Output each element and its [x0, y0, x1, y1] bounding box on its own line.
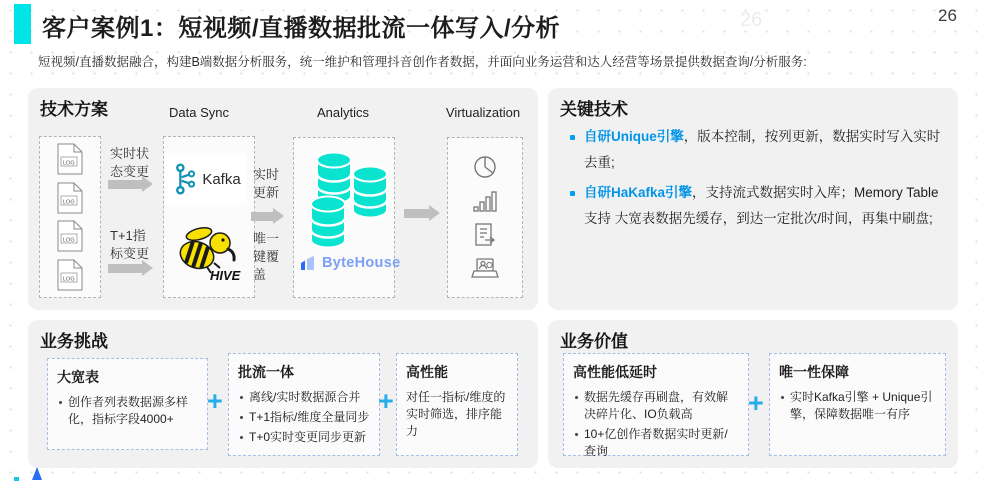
kafka-logo	[165, 153, 247, 205]
business-value-title: 业务价值	[560, 332, 628, 351]
arrow-realtime-update	[251, 212, 273, 221]
challenge-box-wide-table	[47, 358, 208, 450]
panel-tech-solution	[28, 88, 538, 310]
tech-solution-title: 技术方案	[40, 100, 108, 119]
panel-key-technology	[548, 88, 958, 310]
key-technology-item	[562, 124, 944, 176]
challenge-box-title: 高性能	[406, 364, 448, 380]
kafka-label: Kafka	[202, 170, 241, 188]
column-label-virtualization: Virtualization	[445, 105, 521, 120]
log-file-icon	[57, 220, 83, 252]
list-item: 创作者列表数据源多样化，指标字段4000+	[57, 394, 198, 428]
kafka-icon	[171, 161, 199, 197]
arrow-to-virtualization	[404, 209, 429, 218]
challenge-box-title: 大宽表	[57, 369, 99, 385]
challenge-box-text: 对任一指标/维度的实时筛选，排序能力	[406, 390, 506, 438]
value-box-title: 唯一性保障	[779, 364, 849, 380]
svg-text:LOG: LOG	[63, 160, 75, 167]
key-tech-detail: ，版本控制，按列更新，数据实时写入实时去重;	[584, 129, 941, 170]
challenge-box-batch-stream	[228, 353, 380, 456]
list-item: 离线/实时数据源合并	[238, 389, 370, 406]
challenge-box-title: 批流一体	[238, 364, 294, 380]
value-box-low-latency	[563, 353, 749, 456]
pie-chart-icon	[472, 154, 498, 180]
virtualization-box	[447, 137, 523, 298]
key-technology-title: 关键技术	[560, 100, 628, 119]
value-box-title: 高性能低延时	[573, 364, 657, 380]
list-item: T+1指标/维度全量同步	[238, 409, 370, 426]
cyan-dash-mark	[14, 477, 19, 481]
column-label-analytics: Analytics	[316, 105, 370, 120]
key-technology-item	[562, 180, 944, 232]
log-file-icon	[57, 259, 83, 291]
bytehouse-icon	[300, 255, 318, 271]
hive-logo	[169, 221, 247, 288]
database-cluster-icon	[307, 150, 391, 257]
page-number: 26	[938, 6, 957, 25]
challenge-box-high-performance	[396, 353, 518, 456]
column-label-data-sync: Data Sync	[169, 105, 229, 120]
bytehouse-label: ByteHouse	[322, 255, 401, 271]
plus-sign: +	[207, 386, 223, 416]
panel-business-challenges	[28, 320, 538, 468]
svg-text:LOG: LOG	[63, 276, 75, 283]
hive-bee-icon	[169, 221, 247, 283]
label-realtime-status-change: 实时状态变更	[110, 146, 150, 179]
arrow-t1-metric	[108, 264, 142, 273]
label-unique-key-overwrite: 唯一键覆盖	[253, 231, 280, 282]
value-box-uniqueness	[769, 353, 946, 456]
svg-text:LOG: LOG	[63, 199, 75, 206]
log-file-icon	[57, 143, 83, 175]
key-technology-list	[562, 124, 944, 236]
key-tech-highlight: 自研HaKafka引擎	[584, 185, 693, 200]
svg-text:LOG: LOG	[63, 237, 75, 244]
panel-business-value	[548, 320, 958, 468]
label-t1-metric-change: T+1指标变更	[110, 228, 150, 261]
key-tech-detail: ，支持流式数据实时入库；Memory Table 支持 大宽表数据先缓存，到达一定批次/时间，再集中刷盘;	[584, 185, 939, 226]
business-challenges-title: 业务挑战	[40, 332, 108, 351]
bytehouse-logo	[300, 255, 400, 271]
slide-subtitle: 短视频/直播数据融合，构建B端数据分析服务，统一维护和管理抖音创作者数据，并面向业务运营和达人经营等场景提供数据查询/分析服务:	[38, 55, 807, 69]
title-accent-bar	[14, 4, 31, 44]
plus-sign: +	[748, 388, 764, 418]
list-item: 实时Kafka引擎 + Unique引擎，保障数据唯一有序	[779, 389, 936, 423]
list-item: T+0实时变更同步更新	[238, 429, 370, 446]
arrow-realtime-status	[108, 180, 142, 189]
bar-chart-icon	[472, 188, 498, 214]
log-sources-box	[39, 136, 101, 298]
plus-sign: +	[378, 386, 394, 416]
watermark-page-number: 26	[740, 9, 763, 31]
list-item: 10+亿创作者数据实时更新/查询	[573, 426, 739, 460]
log-file-icon	[57, 182, 83, 214]
list-item: 数据先缓存再刷盘，有效解决碎片化、IO负载高	[573, 389, 739, 423]
key-tech-highlight: 自研Unique引擎	[584, 129, 684, 144]
label-realtime-update: 实时更新	[253, 167, 280, 200]
blue-triangle-mark	[32, 467, 42, 480]
slide-title: 客户案例1：短视频/直播数据批流一体写入/分析	[42, 15, 561, 42]
laptop-user-icon	[471, 256, 499, 281]
svg-text:HIVE: HIVE	[210, 268, 241, 283]
report-document-icon	[472, 222, 498, 248]
